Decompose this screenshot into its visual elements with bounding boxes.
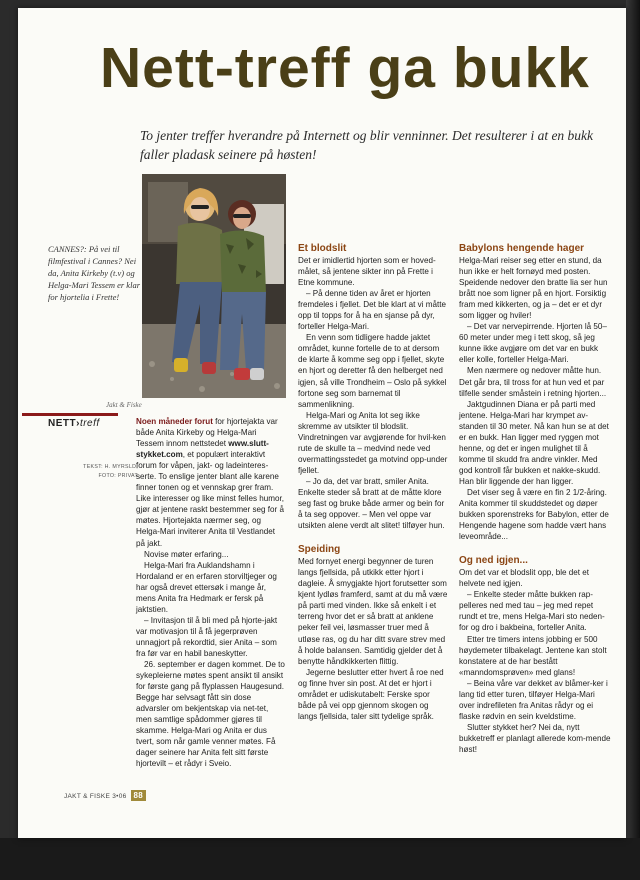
footer-magazine: JAKT & FISKE 3•06 xyxy=(64,793,127,800)
article-column-2 xyxy=(298,242,450,722)
paragraph: – Invitasjon til å bli med på hjorte-jakt var motivasjon til å få jegerprøven unnagjort på rekordtid, sier Anita – som fra før var en habil baneskytter. xyxy=(136,615,278,658)
section-title xyxy=(48,418,100,429)
website-link[interactable]: www.slutt-stykket.com xyxy=(136,439,269,460)
section-divider xyxy=(22,413,118,416)
paragraph: En venn som tidligere hadde jaktet området, kunne fortelle de to at dersom de klarte å komme seg opp i fjellet, skyte en hjort og deretter få den helberget ned igjen, så ville Trondheim – Oslo på sykkel fortone seg som barnemat til sammenlikning. xyxy=(298,333,447,409)
paragraph: Helga-Mari og Anita lot seg ikke skremme av utsikter til blodslit. Vindretningen var avgjørende for hvil-ken rute de skulle ta – medvind nede ved overmattingsstedet ga motvind opp-under fjellet. xyxy=(298,410,448,475)
subheading: Babylons hengende hager xyxy=(459,243,585,254)
paragraph: – Jo da, det var bratt, smiler Anita. Enkelte steder så bratt at de måtte klore seg fast og bruke både armer og bein for å ta seg oppover. – Men vel oppe var utsikten alene verdt alt slitet! tilføyer hun. xyxy=(298,476,445,531)
article-column-1 xyxy=(136,416,286,770)
section-title-sep: › xyxy=(76,418,80,429)
text-run: , et populært interaktivt forum for våpen, jakt- og ladeinteres-serte. To enslige jenter blant alle karene finner tonen og et vennskap grer fram. Like interesser og like minst felles humor, gjør at jentene raskt bestemmer seg for å møtes. Hjortejakta nærmer seg, og Helga-Mari inviterer Anita til Vestlandet på jakt. xyxy=(136,450,284,548)
headline: Nett-treff ga bukk xyxy=(100,36,590,100)
lede: Noen måneder forut xyxy=(136,417,213,426)
paragraph: Novise møter erfaring... xyxy=(144,549,229,559)
photo-caption: CANNES?: På vei til filmfestival i Cannes? Nei da, Anita Kirkeby (t.v) og Helga-Mari Tessem er klar for hjortelia i Frette! xyxy=(48,244,140,302)
paragraph: Med fornyet energi begynner de turen langs fjellsida, på utkikk etter hjort i dagleie. Å smygjakte hjort forutsetter som kjent lydløs framferd, samt at du må være på parti med vinden. Ikke så enkelt i et terreng hvor det er så bratt at anklene peker feil vei, løsmasser truer med å utløse ras, og du har ditt svare strev med å holde balansen. Samtidig gjelder det å benytte håndkikkerten flittig. xyxy=(298,557,448,666)
paragraph: – Det var nervepirrende. Hjorten lå 50–60 meter under meg i tett skog, så jeg kunne ikke avgjøre om det var en bukk eller kolle, forteller Helga-Mari. xyxy=(459,322,607,365)
scan-border-bottom xyxy=(0,838,640,880)
paragraph: Men nærmere og nedover måtte hun. Det går bra, til tross for at hun ved et par tilfelle sender småstein i retning hjorten... xyxy=(459,366,607,398)
page-number: 88 xyxy=(131,790,147,801)
paragraph: Jaktgudinnen Diana er på parti med jentene. Helga-Mari har krympet av-standen til 30 meter. Nå kan hun se at det er en bukk. Han ligger med ryggen mot henne, og det er ingen mulighet til å komme til skudd fra andre vinkler. Med god kontroll får bukken et nakke-skudd. Han blir liggende der han ligger. xyxy=(459,399,609,486)
paragraph: Helga-Mari reiser seg etter en stund, da hun ikke er helt fornøyd med posten. Speidende nedover den bratte lia ser hun brått noe som ligner på en hjort. Forsiktig fram med kikkerten, og ja – det er et dyr som ligger og hviler! xyxy=(459,256,608,321)
paragraph: Om det var et blodslit opp, ble det et helvete ned igjen. xyxy=(459,568,590,589)
section-title-italic: treff xyxy=(79,418,100,429)
paragraph: Det er imidlertid hjorten som er hoved-målet, så jentene sikter inn på Frette i Etne kommune. xyxy=(298,256,436,288)
page-edge-shadow xyxy=(626,0,640,880)
subheading: Og ned igjen... xyxy=(459,555,528,567)
paragraph xyxy=(136,416,286,549)
section-label-small: Jakt & Fiske xyxy=(106,401,142,409)
paragraph: Slutter stykket her? Nei da, nytt bukketreff er planlagt allerede kom-mende høst! xyxy=(459,722,611,754)
subheading: Et blodslit xyxy=(298,243,347,254)
photo-illustration xyxy=(142,174,286,398)
photo-two-women xyxy=(142,174,286,398)
paragraph: – På denne tiden av året er hjorten fremdeles i fjellet. Det ble klart at vi måtte opp til topps for å ha en sjanse på dyr, forteller Helga-Mari. xyxy=(298,289,446,332)
page-footer xyxy=(64,790,146,801)
paragraph: – Beina våre var dekket av blåmer-ker i lang tid etter turen, tilføyer Helga-Mari over indrefileten fra Anitas rådyr og ei flaske rødvin en sein kveldstime. xyxy=(459,678,608,721)
subheading: Speiding xyxy=(298,544,341,556)
magazine-page xyxy=(18,8,626,838)
byline-credits xyxy=(54,463,138,481)
paragraph: – Enkelte steder måtte bukken rap-pelleres ned med tau – jeg med repet rundt et tre, mens Helga-Mari sto neden-for og dro i bakbeina, forteller Anita. xyxy=(459,590,605,633)
paragraph: Helga-Mari fra Auklandshamn i Hordaland er en erfaren storviltjeger og har også drevet ettersøk i mange år, mens Anita fra Hedmark er fersk på jaktstien. xyxy=(136,560,277,614)
paragraph: 26. september er dagen kommet. De to sykepleierne møtes spent ansikt til ansikt for første gang på flyplassen Haugesund. Begge har selvsagt fått sin dose advarsler om bekjentskap via net-tet, men samtlige spådommer gjøres til skamme. Helga-Mari og Anita er dus tvert, som når gamle venner møtes. Få dager seinere har Anita felt sitt første hjortevilt – et rådyr i Sveio. xyxy=(136,660,285,769)
paragraph: Jegerne beslutter etter hvert å roe ned og finne hver sin post. At det er hjort i området er udiskutabelt: Ferske spor både på vei opp gjennom skogen og langs fjellsida, taler sitt tydelige språk. xyxy=(298,667,444,721)
credit-photo: FOTO: PRIVAT xyxy=(98,473,138,479)
lead-paragraph: To jenter treffer hverandre på Internett og blir venninner. Det resulterer i at en bukk faller pladask seinere på høsten! xyxy=(140,128,594,162)
section-title-main: NETT xyxy=(48,418,77,429)
credit-text: TEKST: H. MYRSLD, xyxy=(83,464,138,470)
article-column-3 xyxy=(459,242,611,755)
text-run: for hjortejakta var både Anita Kirkeby og Helga-Mari Tessem innom nettstedet xyxy=(136,417,278,449)
paragraph: Det viser seg å være en fin 2 1/2-åring. Anita kommer til skuddstedet og døper bukken sporenstreks for Babylon, etter de Hengende hagene som hadde vært hans leveområde... xyxy=(459,487,609,542)
paragraph: Etter tre timers intens jobbing er 500 høydemeter tilbakelagt. Jentene kan stolt konstatere at de har bestått «manndomsprøven» med glans! xyxy=(459,634,607,677)
